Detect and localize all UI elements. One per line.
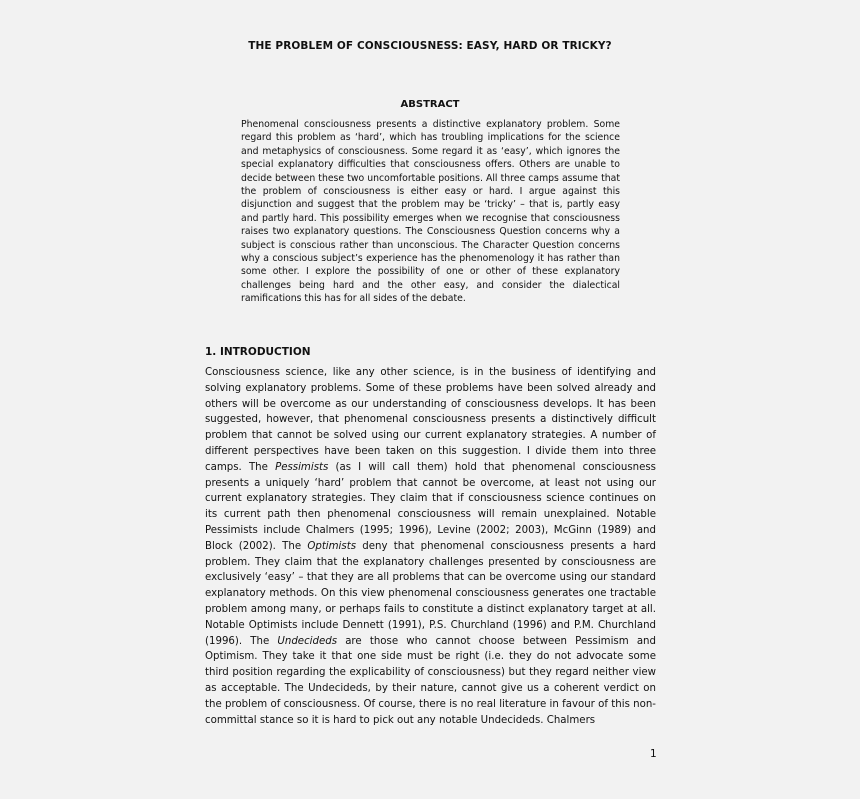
term-pessimists: Pessimists [275,461,329,473]
paper-title: THE PROBLEM OF CONSCIOUSNESS: EASY, HARD OR TRICKY? [248,40,612,52]
page-number: 1 [650,748,657,760]
abstract-heading: ABSTRACT [400,99,460,110]
body-segment: deny that phenomenal consciousness presents a hard problem. They claim that the explanatory challenges presented by consciousness are exclusively ‘easy’ – that they are all problems that can be overcome using our standard explanatory methods. On this view phenomenal consciousness generates one tractable problem among many, or perhaps fails to constitute a distinct explanatory target at all. Notable Optimists include Dennett (1991), P.S. Churchland (1996) and P.M. Churchland (1996). The [205,540,656,647]
body-segment: are those who cannot choose between Pessimism and Optimism. They take it that one side must be right (i.e. they do not advocate some third position regarding the explicability of consciousness) but they regard neither view as acceptable. The Undecideds, by their nature, cannot give us a coherent verdict on the problem of consciousness. Of course, there is no real literature in favour of this non-committal stance so it is hard to pick out any notable Undecideds. Chalmers [205,635,656,726]
body-segment: Consciousness science, like any other science, is in the business of identifying and solving explanatory problems. Some of these problems have been solved already and others will be overcome as our understanding of consciousness develops. It has been suggested, however, that phenomenal consciousness presents a distinctively difficult problem that cannot be solved using our current explanatory strategies. A number of different perspectives have been taken on this suggestion. I divide them into three camps. The [205,367,656,473]
term-undecideds: Undecideds [277,635,338,647]
abstract-text: Phenomenal consciousness presents a distinctive explanatory problem. Some regard this problem as ‘hard’, which has troubling implications for the science and metaphysics of consciousness. Some regard it as ‘easy’, which ignores the special explanatory difficulties that consciousness offers. Others are unable to decide between these two uncomfortable positions. All three camps assume that the problem of consciousness is either easy or hard. I argue against this disjunction and suggest that the problem may be ‘tricky’ – that is, partly easy and partly hard. This possibility emerges when we recognise that consciousness raises two explanatory questions. The Consciousness Question concerns why a subject is conscious rather than unconscious. The Character Question concerns why a conscious subject’s experience has the phenomenology it has rather than some other. I explore the possibility of one or other of these explanatory challenges being hard and the other easy, and consider the dialectical ramifications this has for all sides of the debate. [241,119,620,305]
term-optimists: Optimists [307,540,357,552]
body-segment: (as I will call them) hold that phenomenal consciousness presents a uniquely ‘hard’ problem that cannot be overcome, at least not using our current explanatory strategies. They claim that if consciousness science continues on its current path then phenomenal consciousness will remain unexplained. Notable Pessimists include Chalmers (1995; 1996), Levine (2002; 2003), McGinn (1989) and Block (2002). The [205,461,656,552]
section-heading-introduction: 1. INTRODUCTION [205,346,311,358]
introduction-body [205,365,656,728]
